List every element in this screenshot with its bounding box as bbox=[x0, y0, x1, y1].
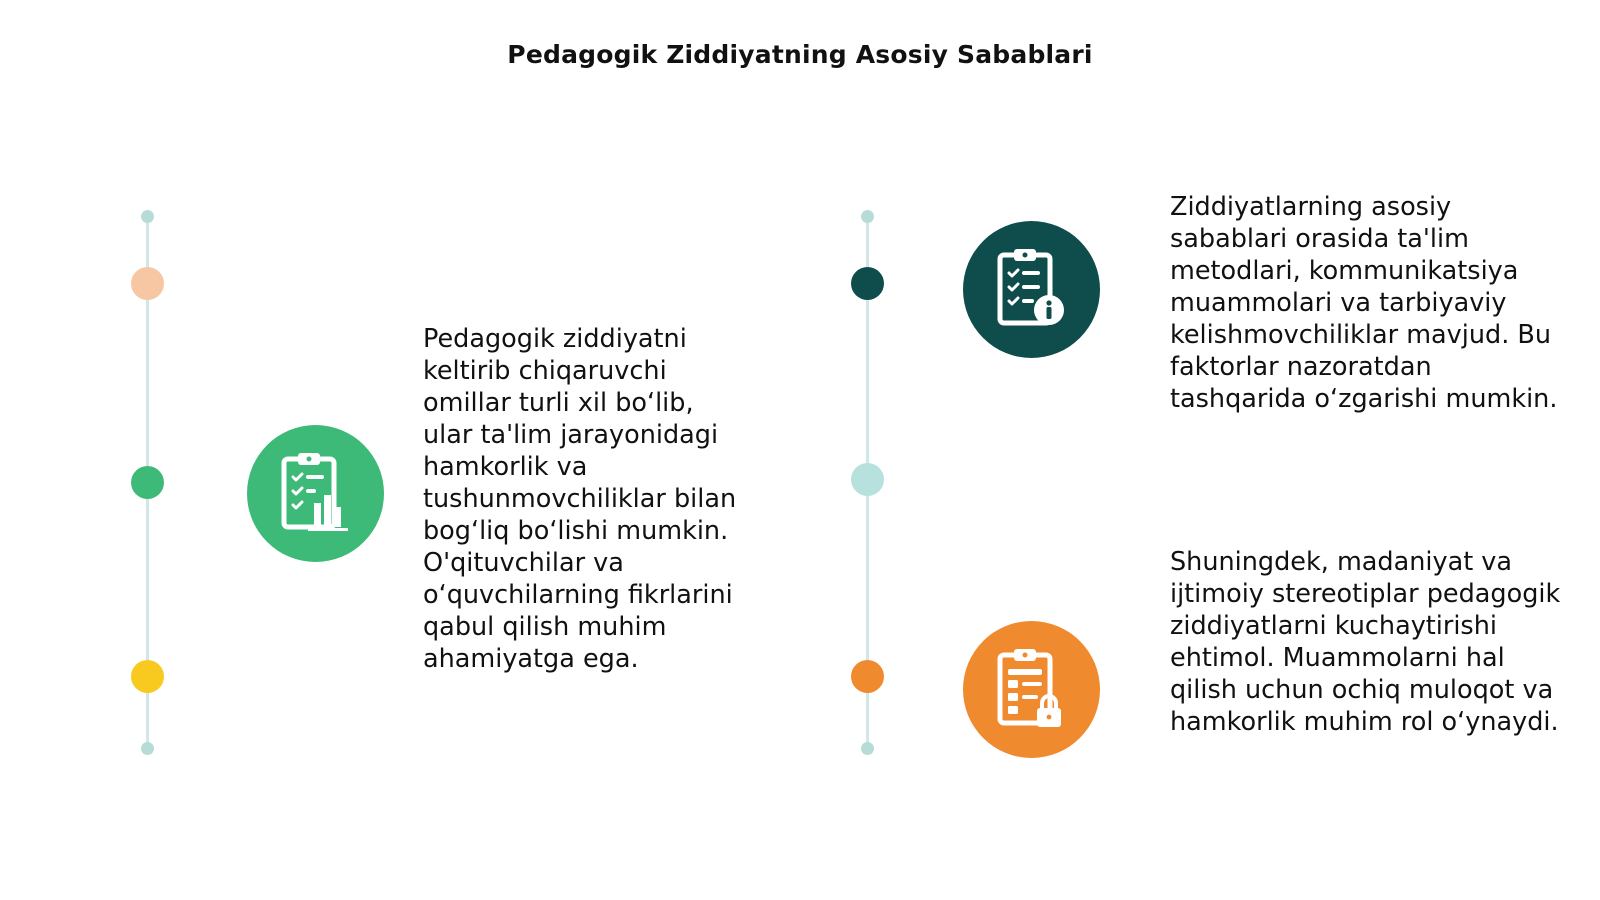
clipboard-info-icon bbox=[963, 221, 1100, 358]
timeline-dot-dark-teal bbox=[851, 267, 884, 300]
clipboard-lock-glyph bbox=[994, 647, 1070, 733]
clipboard-info-glyph bbox=[994, 247, 1070, 333]
item-3-text: Shuningdek, madaniyat va ijtimoiy stereotiplar pedagogik ziddiyatlarni kuchaytirishi ehtimol. Muammolarni hal qilish uchun ochiq muloqot va hamkorlik muhim rol o‘ynaydi. bbox=[1170, 547, 1561, 737]
timeline-right bbox=[848, 210, 888, 758]
timeline-dot-orange bbox=[851, 660, 884, 693]
clipboard-chart-glyph bbox=[278, 451, 354, 537]
item-2-text: Ziddiyatlarning asosiy sabablari orasida ta'lim metodlari, kommunikatsiya muammolari va tarbiyaviy kelishmovchiliklar mavjud. Bu faktorlar nazoratdan tashqarida o‘zgarishi mumkin. bbox=[1170, 192, 1558, 414]
timeline-right-top-cap bbox=[861, 210, 874, 223]
timeline-dot-yellow bbox=[131, 660, 164, 693]
timeline-dot-light-teal bbox=[851, 463, 884, 496]
timeline-right-bottom-cap bbox=[861, 742, 874, 755]
timeline-dot-peach bbox=[131, 267, 164, 300]
page-title: Pedagogik Ziddiyatning Asosiy Sabablari bbox=[507, 40, 1093, 69]
item-1-text: Pedagogik ziddiyatni keltirib chiqaruvchi omillar turli xil bo‘lib, ular ta'lim jarayonidagi hamkorlik va tushunmovchiliklar bilan bog‘liq bo‘lishi mumkin. O'qituvchilar va o‘quvchilarning fikrlarini qabul qilish muhim ahamiyatga ega. bbox=[423, 324, 737, 674]
clipboard-lock-icon bbox=[963, 621, 1100, 758]
timeline-left-top-cap bbox=[141, 210, 154, 223]
timeline-left bbox=[128, 210, 168, 758]
timeline-dot-green bbox=[131, 466, 164, 499]
timeline-left-bottom-cap bbox=[141, 742, 154, 755]
clipboard-chart-icon bbox=[247, 425, 384, 562]
